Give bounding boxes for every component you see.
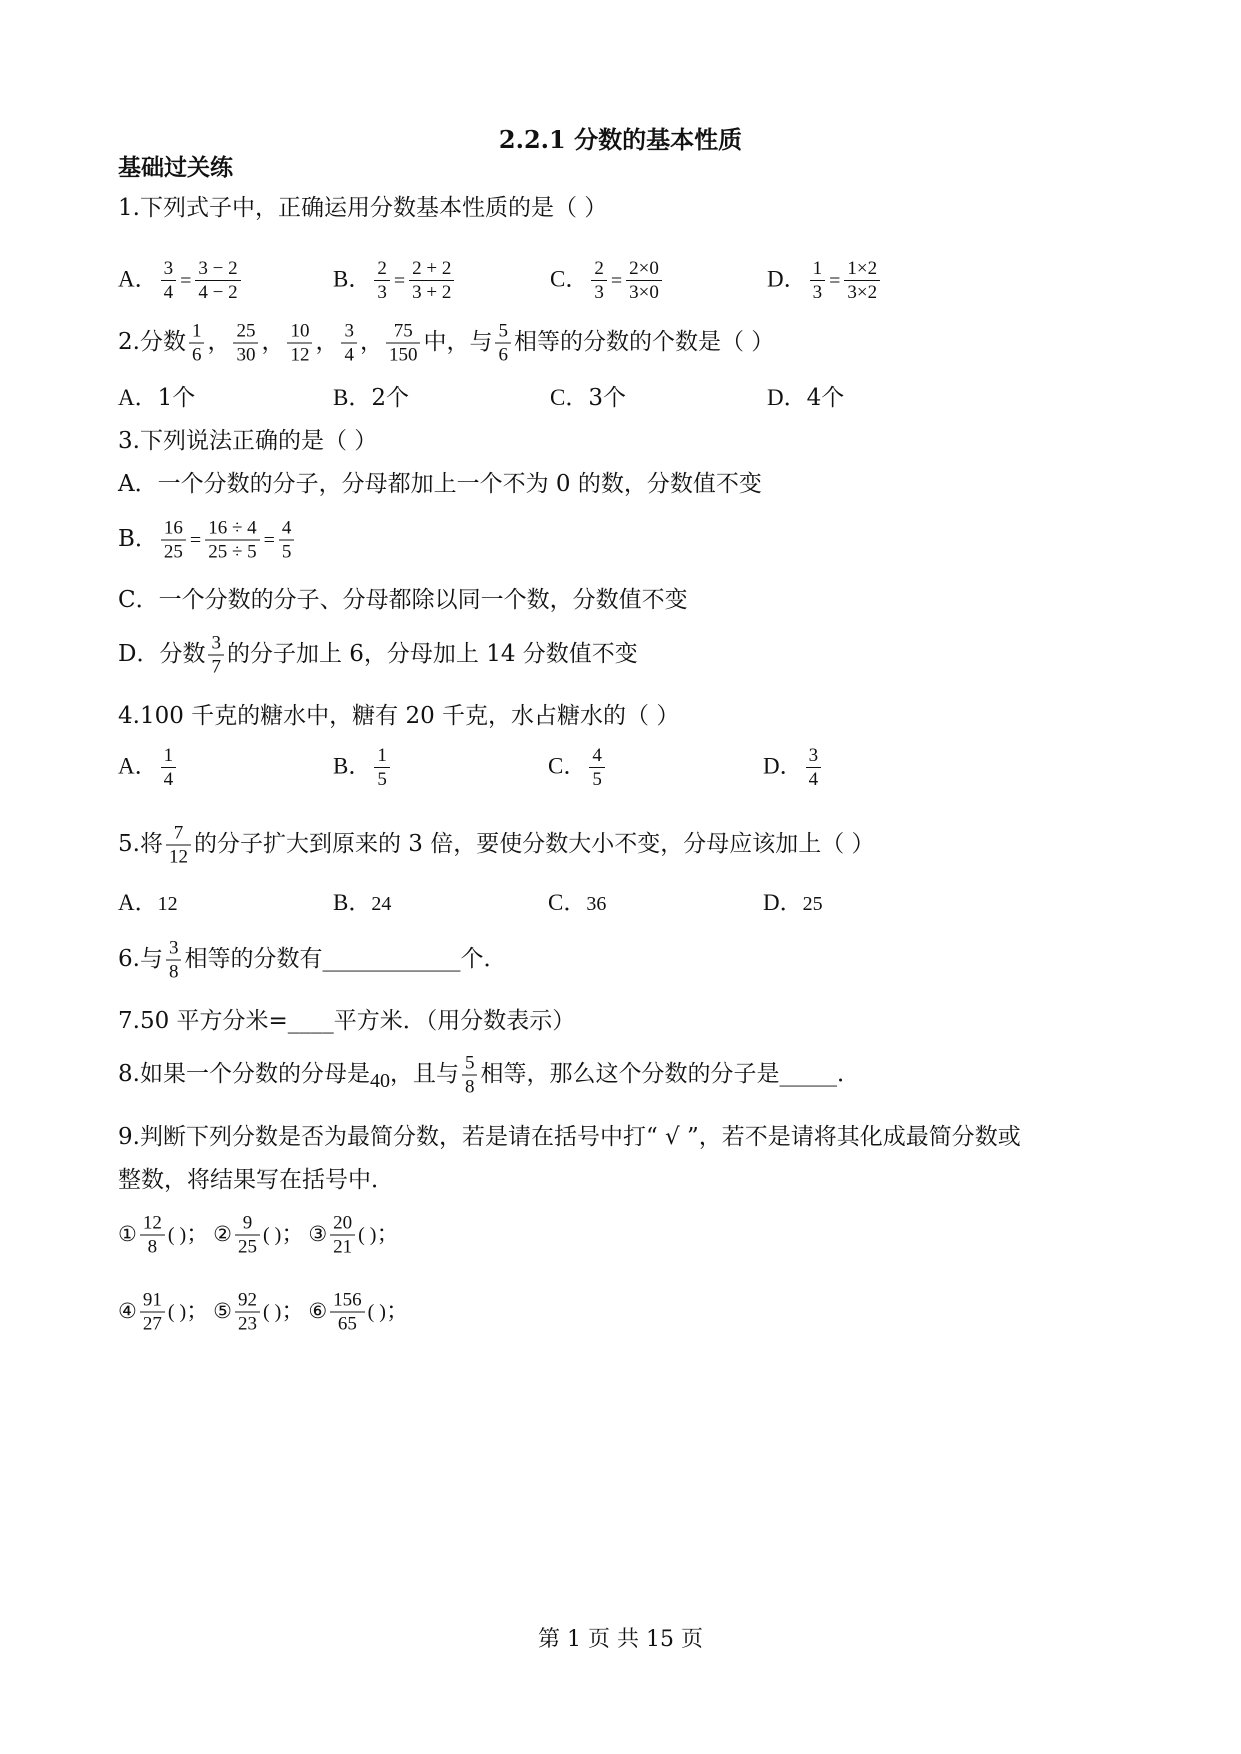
- fraction-numerator: 3: [161, 258, 177, 281]
- fraction-denominator: 23: [237, 1313, 257, 1335]
- question-1-option-c: [550, 258, 665, 303]
- question-5-stem: [118, 823, 875, 868]
- fraction-denominator: 3 + 2: [412, 282, 452, 303]
- option-letter: A．: [118, 890, 158, 915]
- semicolon: ；: [376, 1221, 400, 1247]
- fraction-numerator: 4: [279, 518, 295, 541]
- option-letter: D．: [763, 753, 803, 779]
- option-letter: B．: [333, 266, 372, 292]
- option-letter: C．: [548, 890, 587, 915]
- fraction-denominator: 12: [168, 846, 188, 868]
- fraction-denominator: 4 − 2: [198, 282, 238, 303]
- question-9-row-1: [118, 1213, 399, 1258]
- comma: ，: [207, 329, 231, 355]
- question-3-stem: 3.下列说法正确的是（ ）: [118, 428, 378, 454]
- fraction: [166, 823, 191, 868]
- option-letter: C．: [548, 753, 587, 779]
- fraction-denominator: 6: [191, 344, 202, 366]
- question-4-option-d: [763, 745, 824, 790]
- equals-sign: =: [263, 529, 275, 551]
- question-5-suffix: 的分子扩大到原来的 3 倍，要使分数大小不变，分母应该加上（ ）: [193, 831, 875, 857]
- answer-blank: ( ): [367, 1301, 386, 1323]
- fraction-numerator: 1×2: [844, 258, 880, 281]
- fraction-numerator: 1: [810, 258, 826, 281]
- fraction-numerator: 3: [208, 633, 224, 656]
- option-text: 25: [802, 893, 823, 915]
- question-4-option-a: [118, 745, 179, 790]
- fraction: [235, 1290, 260, 1335]
- fraction: [287, 321, 312, 366]
- fraction-denominator: 21: [333, 1236, 353, 1258]
- page-footer: 第 1 页 共 15 页: [538, 1627, 703, 1652]
- semicolon: ；: [186, 1298, 210, 1324]
- question-9-line-2: 整数，将结果写在括号中．: [118, 1167, 394, 1193]
- circled-number: ②: [213, 1222, 232, 1246]
- fraction-numerator: 75: [386, 321, 421, 344]
- fraction: [386, 321, 421, 366]
- question-1-option-a: [118, 258, 244, 303]
- question-6-prefix: 6.与: [118, 946, 163, 972]
- fraction-numerator: 25: [233, 321, 258, 344]
- option-text: 3个: [588, 385, 626, 411]
- fraction: [462, 1053, 478, 1098]
- answer-blank: ( ): [167, 1301, 187, 1323]
- option-text: 4个: [806, 385, 845, 411]
- answer-blank: ( ): [358, 1224, 377, 1246]
- fraction-numerator: 16: [161, 518, 186, 541]
- option-letter: A．: [118, 385, 158, 410]
- question-3-option-c: C．一个分数的分子、分母都除以同一个数，分数值不变: [118, 587, 688, 613]
- question-9-row-2: [118, 1290, 409, 1335]
- question-2-prefix: 2.分数: [118, 329, 186, 355]
- option-d-suffix: 的分子加上 6，分母加上 14 分数值不变: [226, 641, 638, 667]
- option-letter: A．: [118, 266, 158, 292]
- question-2-mid: 中，与: [423, 329, 493, 355]
- fraction-numerator: 9: [235, 1213, 260, 1236]
- fraction: [161, 518, 186, 563]
- option-text: 36: [586, 893, 607, 915]
- fraction-numerator: 91: [140, 1290, 165, 1313]
- answer-blank: ( ): [262, 1224, 282, 1246]
- fraction-denominator: 4: [163, 769, 174, 790]
- question-6-suffix: 相等的分数有____________个．: [184, 946, 507, 972]
- fraction-numerator: 3: [166, 938, 182, 961]
- option-letter: D．: [767, 385, 807, 410]
- fraction: [844, 258, 880, 303]
- fraction: [233, 321, 258, 366]
- equals-sign: =: [189, 529, 202, 551]
- section-heading: 基础过关练: [118, 154, 233, 181]
- fraction-denominator: 7: [211, 656, 221, 678]
- fraction-numerator: 16 ÷ 4: [205, 518, 259, 541]
- fraction-numerator: 10: [287, 321, 312, 344]
- fraction-denominator: 5: [592, 769, 602, 790]
- question-4-option-c: [548, 745, 608, 790]
- question-3-option-d: [118, 633, 638, 678]
- option-letter: D．: [763, 890, 803, 915]
- fraction: [589, 745, 605, 790]
- fraction-numerator: 2 + 2: [409, 258, 454, 281]
- question-5-option-d: [763, 888, 823, 919]
- fraction-denominator: 3×0: [629, 282, 659, 303]
- fraction-numerator: 156: [330, 1290, 365, 1313]
- comma: ，: [261, 329, 285, 355]
- question-5-prefix: 5.将: [118, 831, 163, 857]
- option-letter: B．: [333, 753, 372, 779]
- fraction: [495, 321, 511, 366]
- question-4-stem: 4.100 千克的糖水中，糖有 20 千克，水占糖水的（ ）: [118, 703, 680, 729]
- option-letter: D．: [767, 266, 807, 292]
- fraction: [161, 258, 177, 303]
- circled-number: ①: [118, 1222, 137, 1246]
- fraction-denominator: 3: [377, 282, 387, 303]
- fraction-numerator: 20: [330, 1213, 355, 1236]
- page-title: 2.2.1 分数的基本性质: [498, 125, 743, 154]
- circled-number: ④: [118, 1299, 137, 1323]
- option-text: 1个: [157, 385, 196, 411]
- fraction-denominator: 3×2: [847, 282, 878, 303]
- equals-sign: =: [393, 269, 406, 292]
- fraction-denominator: 4: [808, 769, 819, 790]
- fraction-numerator: 7: [166, 823, 191, 846]
- fraction-denominator: 25: [237, 1236, 257, 1258]
- fraction: [374, 258, 390, 303]
- option-letter: A．: [118, 753, 158, 779]
- equals-sign: =: [829, 269, 841, 292]
- fraction-denominator: 27: [142, 1313, 162, 1335]
- fraction-numerator: 2: [374, 258, 390, 281]
- fraction: [140, 1290, 165, 1335]
- fraction: [591, 258, 607, 303]
- fraction-denominator: 25: [163, 541, 183, 563]
- question-3-option-b: [118, 518, 297, 563]
- fraction: [374, 745, 390, 790]
- fraction: [166, 938, 182, 983]
- fraction-denominator: 3: [812, 282, 823, 303]
- circled-number: ⑤: [213, 1299, 232, 1323]
- fraction-denominator: 30: [236, 344, 256, 366]
- option-d-prefix: D．分数: [118, 641, 206, 667]
- fraction-numerator: 4: [589, 745, 605, 768]
- question-2-option-a: [118, 383, 195, 413]
- fraction: [806, 745, 822, 790]
- fraction-denominator: 8: [464, 1076, 475, 1098]
- question-7: 7.50 平方分米=____平方米．（用分数表示）: [118, 1008, 576, 1034]
- equals-sign: =: [180, 269, 192, 292]
- option-text: 12: [157, 893, 178, 915]
- option-letter: C．: [550, 266, 589, 292]
- fraction: [330, 1213, 355, 1258]
- answer-blank: ( ): [262, 1301, 282, 1323]
- question-2-option-c: [550, 383, 626, 413]
- comma: ，: [315, 329, 339, 355]
- equals-sign: =: [610, 269, 623, 292]
- question-6: [118, 938, 506, 983]
- fraction-numerator: 3: [806, 745, 822, 768]
- fraction-numerator: 1: [161, 745, 177, 768]
- fraction-denominator: 3: [594, 282, 604, 303]
- question-2-stem: [118, 321, 774, 366]
- fraction-denominator: 25 ÷ 5: [208, 541, 257, 563]
- fraction: [205, 518, 259, 563]
- fraction-denominator: 150: [388, 344, 418, 366]
- circled-number: ⑥: [308, 1299, 328, 1323]
- question-5-option-a: [118, 888, 178, 919]
- fraction: [189, 321, 205, 366]
- fraction-denominator: 5: [377, 769, 387, 790]
- fraction: [279, 518, 295, 563]
- semicolon: ；: [281, 1221, 305, 1247]
- question-5-option-c: [548, 888, 606, 919]
- fraction: [341, 321, 357, 366]
- fraction-numerator: 1: [189, 321, 205, 344]
- question-2-suffix: 相等的分数的个数是（ ）: [513, 329, 775, 355]
- fraction-numerator: 2×0: [626, 258, 662, 281]
- fraction-denominator: 4: [344, 344, 354, 366]
- fraction-denominator: 8: [147, 1236, 158, 1258]
- fraction-numerator: 5: [495, 321, 511, 344]
- fraction-denominator: 8: [168, 961, 179, 983]
- fraction-denominator: 12: [290, 344, 310, 366]
- question-4-option-b: [333, 745, 393, 790]
- question-3-option-a: A．一个分数的分子，分母都加上一个不为 0 的数，分数值不变: [118, 471, 762, 497]
- fraction: [195, 258, 240, 303]
- fraction-numerator: 5: [462, 1053, 478, 1076]
- answer-blank: ( ): [167, 1224, 187, 1246]
- fraction-denominator: 4: [163, 282, 174, 303]
- question-1-option-d: [767, 258, 883, 303]
- question-1-stem: 1.下列式子中，正确运用分数基本性质的是（ ）: [118, 195, 608, 221]
- fraction: [330, 1290, 365, 1335]
- semicolon: ；: [281, 1298, 305, 1324]
- fraction-numerator: 2: [591, 258, 607, 281]
- semicolon: ；: [385, 1298, 409, 1324]
- question-2-option-b: [333, 383, 409, 413]
- question-8-prefix: 8.如果一个分数的分母是: [118, 1061, 370, 1087]
- fraction-numerator: 12: [140, 1213, 165, 1236]
- question-5-option-b: [333, 888, 391, 919]
- fraction-numerator: 3 − 2: [195, 258, 240, 281]
- fraction-denominator: 6: [498, 344, 508, 366]
- fraction-denominator: 5: [281, 541, 292, 563]
- fraction-numerator: 3: [341, 321, 357, 344]
- denominator-value: 40: [369, 1070, 390, 1092]
- fraction: [235, 1213, 260, 1258]
- question-9-line-1: 9.判断下列分数是否为最简分数，若是请在括号中打“ √ ”，若不是请将其化成最简分数或: [118, 1124, 1021, 1150]
- fraction-numerator: 92: [235, 1290, 260, 1313]
- question-8-mid: ，且与: [389, 1061, 459, 1087]
- comma: ，: [359, 329, 383, 355]
- option-letter: B．: [118, 526, 158, 552]
- circled-number: ③: [308, 1222, 328, 1246]
- fraction: [208, 633, 224, 678]
- fraction: [161, 745, 177, 790]
- option-text: 2个: [371, 385, 409, 411]
- option-letter: B．: [333, 890, 372, 915]
- fraction: [140, 1213, 165, 1258]
- question-1-option-b: [333, 258, 457, 303]
- question-2-option-d: [767, 383, 844, 413]
- fraction-denominator: 65: [337, 1313, 357, 1335]
- question-8: [118, 1053, 860, 1098]
- option-text: 24: [371, 893, 392, 915]
- fraction: [409, 258, 454, 303]
- fraction: [626, 258, 662, 303]
- fraction: [810, 258, 826, 303]
- question-8-suffix: 相等，那么这个分数的分子是_____．: [480, 1061, 860, 1087]
- semicolon: ；: [186, 1221, 210, 1247]
- option-letter: C．: [550, 385, 589, 410]
- option-letter: B．: [333, 385, 372, 410]
- fraction-numerator: 1: [374, 745, 390, 768]
